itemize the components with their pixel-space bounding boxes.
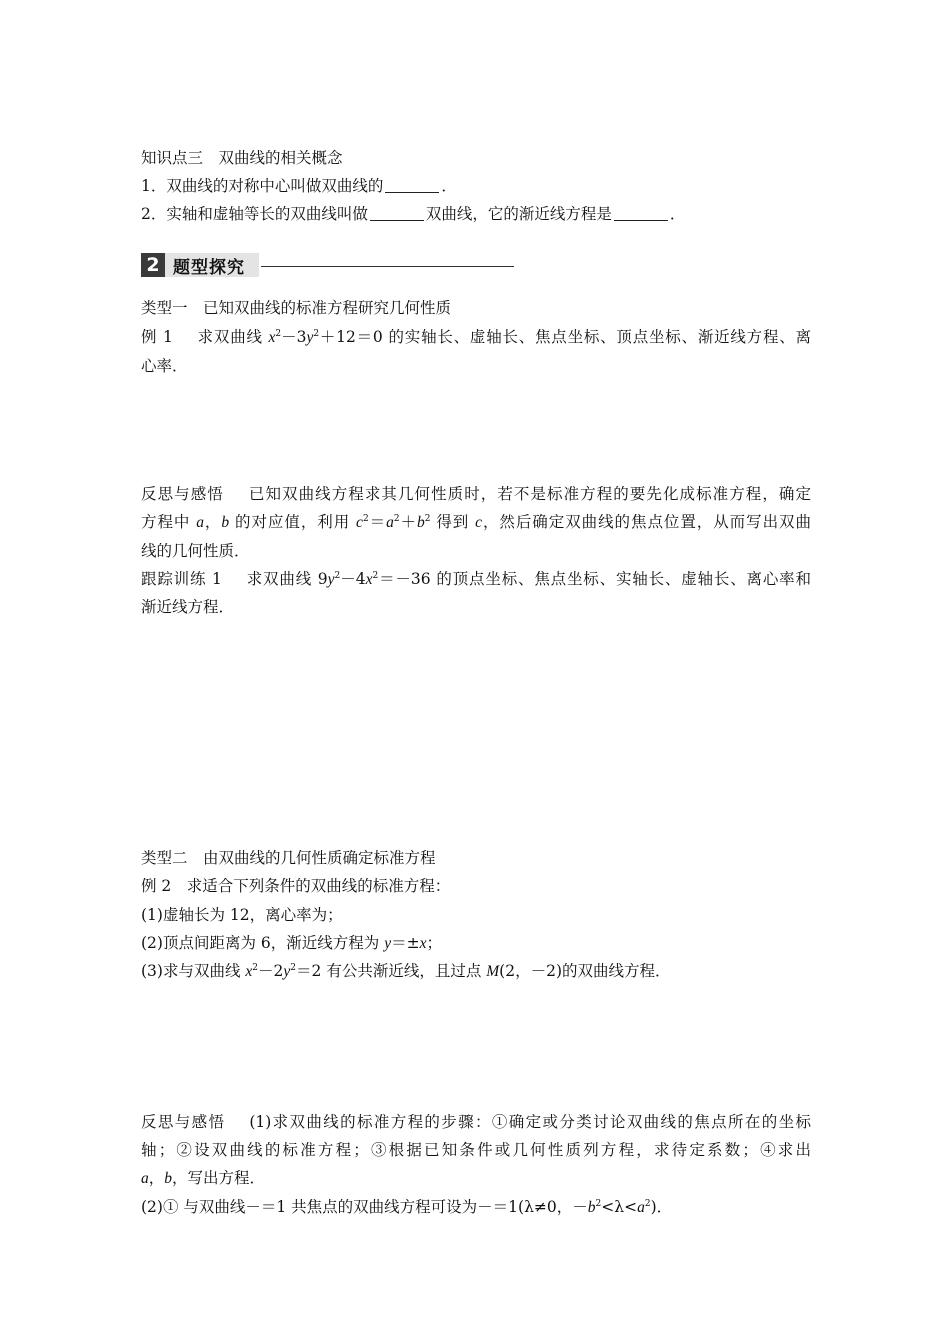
var-c: c (475, 514, 483, 531)
answer-blank (614, 206, 668, 221)
track-1-line-1 (141, 569, 811, 590)
track-1-text-b: 的顶点坐标、焦点坐标、实轴长、虚轴长、离心率和 (436, 570, 811, 588)
answer-blank (370, 206, 424, 221)
reflection-2-text: (1)求双曲线的标准方程的步骤：①确定或分类讨论双曲线的焦点所在的坐标 (249, 1113, 811, 1131)
reflection-1-text-a: 方程中 (141, 513, 197, 531)
condition-2 (141, 933, 811, 954)
section-divider (261, 266, 514, 267)
var-a-b: a，b (196, 513, 230, 531)
condition-1: (1)虚轴长为 12，离心率为； (141, 906, 343, 924)
track-1-label: 跟踪训练 1 (141, 570, 222, 588)
reflection-2-line-2: 轴；②设双曲线的标准方程；③根据已知条件或几何性质列方程，求待定系数；④求出 (141, 1141, 811, 1159)
section-number: 2 (141, 253, 165, 277)
reflection-1-line-1 (141, 484, 811, 504)
lambda-condition: λ≠0，－ (524, 1198, 588, 1216)
reflection-2-line-4 (141, 1197, 811, 1218)
knowledge-point-3-title: 知识点三 双曲线的相关概念 (141, 149, 343, 167)
relation-formula: $c^2=a^2+b^2$ (356, 513, 431, 531)
track-1-text-a: 求双曲线 (245, 570, 318, 588)
section-header (141, 253, 514, 277)
asymptote-equation: y＝±x (384, 934, 427, 952)
item-1-end: ． (441, 177, 457, 195)
a-squared: $<a^2$ (624, 1198, 651, 1216)
b-squared: $b^2<$ (587, 1198, 615, 1216)
reflection-1-line-3: 线的几何性质． (141, 542, 250, 560)
reflection-1-text: 已知双曲线方程求其几何性质时，若不是标准方程的要先化成标准方程，确定 (247, 485, 811, 503)
reflection-2-text-d: (2)① 与双曲线－＝1 共焦点的双曲线方程可设为－＝1( (141, 1198, 525, 1216)
condition-3 (141, 961, 811, 982)
item-2-text-mid: 双曲线，它的渐近线方程是 (425, 205, 612, 223)
var-a-b: a，b (141, 1169, 173, 1187)
reflection-2-end: )． (650, 1198, 673, 1216)
track-1-line-2: 渐近线方程． (141, 598, 235, 616)
example-1-label: 例 1 (141, 328, 173, 346)
example-1-line-2: 心率． (141, 357, 188, 375)
track-1-equation: $9y^2-4x^2=-36$ (317, 570, 437, 588)
condition-3-text-c: (2，－2)的双曲线方程． (499, 962, 671, 980)
knowledge-item-2 (141, 204, 811, 224)
lambda-symbol: λ (614, 1198, 625, 1216)
reflection-2-line-3 (141, 1168, 811, 1189)
item-2-end: ． (669, 205, 686, 223)
reflection-label: 反思与感悟 (141, 485, 224, 503)
example-1-text: 求双曲线 (196, 328, 269, 346)
knowledge-item-1 (141, 176, 811, 196)
type-1-title: 类型一 已知双曲线的标准方程研究几何性质 (141, 299, 452, 317)
example-1-line-1 (141, 327, 811, 348)
reflection-1-text-c: 得到 (436, 513, 476, 531)
section-title: 题型探究 (165, 253, 259, 277)
point-m: M (486, 963, 500, 980)
condition-2-end: ； (426, 934, 442, 952)
reflection-1-text-d: ，然后确定双曲线的焦点位置，从而写出双曲 (482, 513, 811, 531)
condition-2-text: (2)顶点间距离为 6，渐近线方程为 (141, 934, 385, 952)
condition-3-text-b: 有公共渐近线，且过点 (326, 962, 487, 980)
example-1-equation: $x^2-3y^2+12=0$ (268, 328, 389, 346)
answer-blank (385, 178, 439, 193)
reflection-1-line-2 (141, 512, 811, 533)
reflection-2-text-c: ，写出方程． (172, 1169, 266, 1187)
item-1-text: 1．双曲线的对称中心叫做双曲线的 (141, 177, 384, 195)
reflection-1-text-b: 的对应值，利用 (235, 513, 357, 531)
type-2-title: 类型二 由双曲线的几何性质确定标准方程 (141, 849, 436, 867)
reflection-2-line-1 (141, 1112, 811, 1132)
example-1-text-b: 的实轴长、虚轴长、焦点坐标、顶点坐标、渐近线方程、离 (388, 328, 811, 346)
condition-3-text-a: (3)求与双曲线 (141, 962, 246, 980)
condition-3-equation: $x^2-2y^2=2$ (245, 962, 327, 980)
item-2-text: 2．实轴和虚轴等长的双曲线叫做 (141, 205, 368, 223)
example-2-title: 例 2 求适合下列条件的双曲线的标准方程： (141, 877, 451, 895)
reflection-label: 反思与感悟 (141, 1113, 226, 1131)
